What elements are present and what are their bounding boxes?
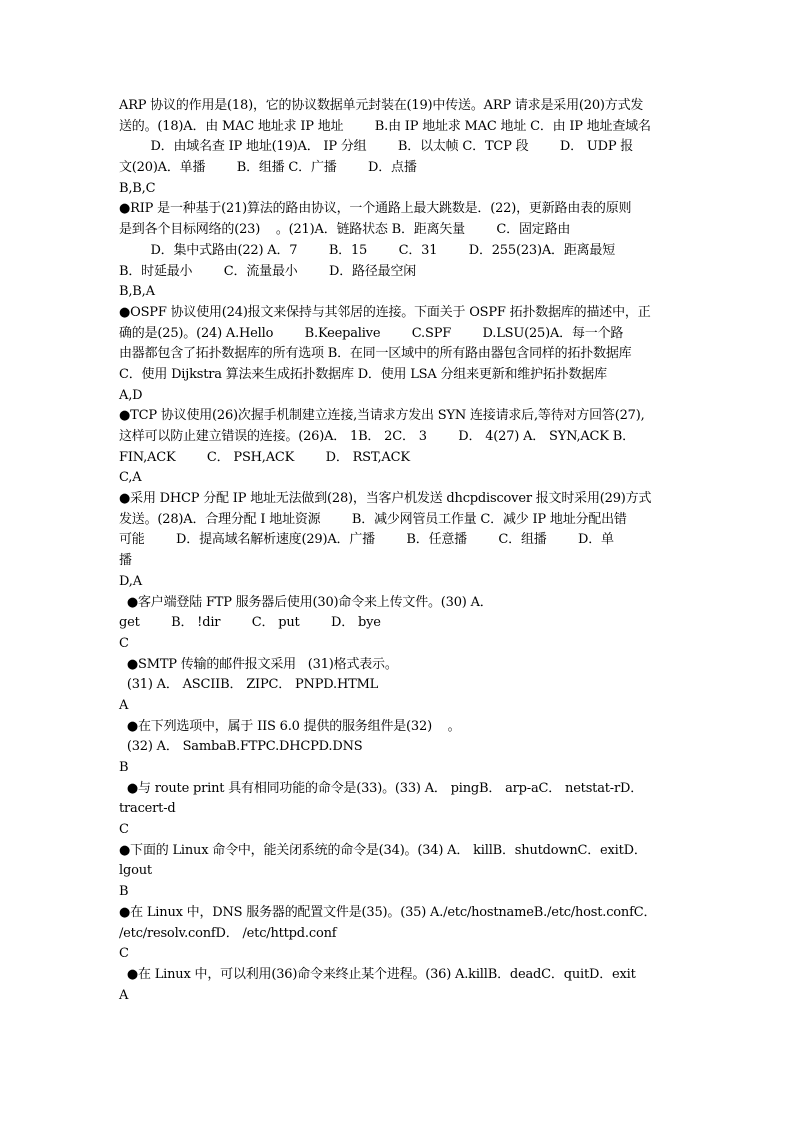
text-line: ●下面的 Linux 命令中，能关闭系统的命令是(34)。(34) A． killB．shutdownC．exitD． [119, 842, 647, 858]
text-line: 确的是(25)。(24) A.Hello B.Keepalive C.SPF D.LSU(25)A．每一个路 [119, 325, 624, 341]
text-line: ●RIP 是一种基于(21)算法的路由协议，一个通路上最大跳数是．(22)，更新路由表的原则 [119, 201, 632, 217]
text-line: ●在 Linux 中，可以利用(36)命令来终止某个进程。(36) A.killB．deadC．quitD．exit [119, 966, 636, 982]
text-line: tracert-d [119, 801, 176, 817]
text-line: lgout [119, 863, 152, 879]
text-line: 播 [119, 553, 132, 569]
text-line: (31) A． ASCIIB． ZIPC． PNPD.HTML [119, 677, 379, 693]
text-line: FIN,ACK C． PSH,ACK D． RST,ACK [119, 449, 410, 465]
text-line: ●在下列选项中，属于 IIS 6.0 提供的服务组件是(32) 。 [119, 718, 461, 734]
text-line: D．由域名查 IP 地址(19)A． IP 分组 B．以太帧 C．TCP 段 D． UDP 报 [119, 139, 634, 155]
text-line: D．集中式路由(22) A．7 B．15 C．31 D．255(23)A．距离最短 [119, 242, 616, 258]
text-line: (32) A． SambaB.FTPC.DHCPD.DNS [119, 739, 363, 755]
text-line: 可能 D．提高域名解析速度(29)A．广播 B．任意播 C．组播 D．单 [119, 532, 614, 548]
text-line: 送的。(18)A．由 MAC 地址求 IP 地址 B.由 IP 地址求 MAC 地址 C．由 IP 地址查域名 [119, 118, 651, 134]
text-line: ●客户端登陆 FTP 服务器后使用(30)命令来上传文件。(30) A． [119, 594, 493, 610]
answer-line: B,B,A [119, 284, 155, 300]
text-line: C．使用 Dijkstra 算法来生成拓扑数据库 D．使用 LSA 分组来更新和维护拓扑数据库 [119, 366, 607, 382]
text-line: ●与 route print 具有相同功能的命令是(33)。(33) A． pingB． arp-aC． netstat-rD． [119, 780, 644, 796]
text-line: 由器都包含了拓扑数据库的所有选项 B．在同一区域中的所有路由器包含同样的拓扑数据库 [119, 346, 632, 362]
text-line: 文(20)A．单播 B．组播 C．广播 D．点播 [119, 160, 417, 176]
answer-line: C [119, 635, 129, 651]
document-body [119, 96, 679, 1006]
text-line: 发送。(28)A．合理分配 I 地址资源 B．减少网管员工作量 C．减少 IP 地址分配出错 [119, 511, 627, 527]
answer-line: D,A [119, 573, 142, 589]
answer-line: B [119, 760, 129, 775]
text-line: 这样可以防止建立错误的连接。(26)A． 1B． 2C． 3 D． 4(27) A． SYN,ACK B． [119, 429, 635, 444]
answer-line: A [119, 697, 129, 713]
text-line: ●OSPF 协议使用(24)报文来保持与其邻居的连接。下面关于 OSPF 拓扑数据库的描述中，正 [119, 304, 651, 320]
answer-line: B [119, 884, 129, 900]
answer-line: B,B,C [119, 180, 156, 196]
answer-line: A,D [119, 387, 143, 403]
answer-line: C,A [119, 470, 142, 486]
text-line: ARP 协议的作用是(18)，它的协议数据单元封装在(19)中传送。ARP 请求是采用(20)方式发 [119, 98, 644, 113]
answer-line: A [119, 987, 129, 1003]
text-line: get B． !dir C． put D． bye [119, 615, 381, 631]
answer-line: C [119, 822, 129, 838]
text-line: ●SMTP 传输的邮件报文采用 (31)格式表示。 [119, 656, 398, 672]
text-line: /etc/resolv.confD． /etc/httpd.conf [119, 925, 337, 941]
text-line: ●在 Linux 中，DNS 服务器的配置文件是(35)。(35) A./etc/hostnameB./etc/host.confC． [119, 904, 657, 920]
answer-line: C [119, 946, 129, 962]
text-line: ●TCP 协议使用(26)次握手机制建立连接,当请求方发出 SYN 连接请求后,等待对方回答(27), [119, 408, 645, 424]
text-line: 是到各个目标网络的(23) 。(21)A．链路状态 B．距离矢量 C．固定路由 [119, 222, 571, 238]
text-line: ●采用 DHCP 分配 IP 地址无法做到(28)，当客户机发送 dhcpdiscover 报文时采用(29)方式 [119, 491, 652, 507]
text-line: B．时延最小 C．流量最小 D．路径最空闲 [119, 263, 417, 279]
